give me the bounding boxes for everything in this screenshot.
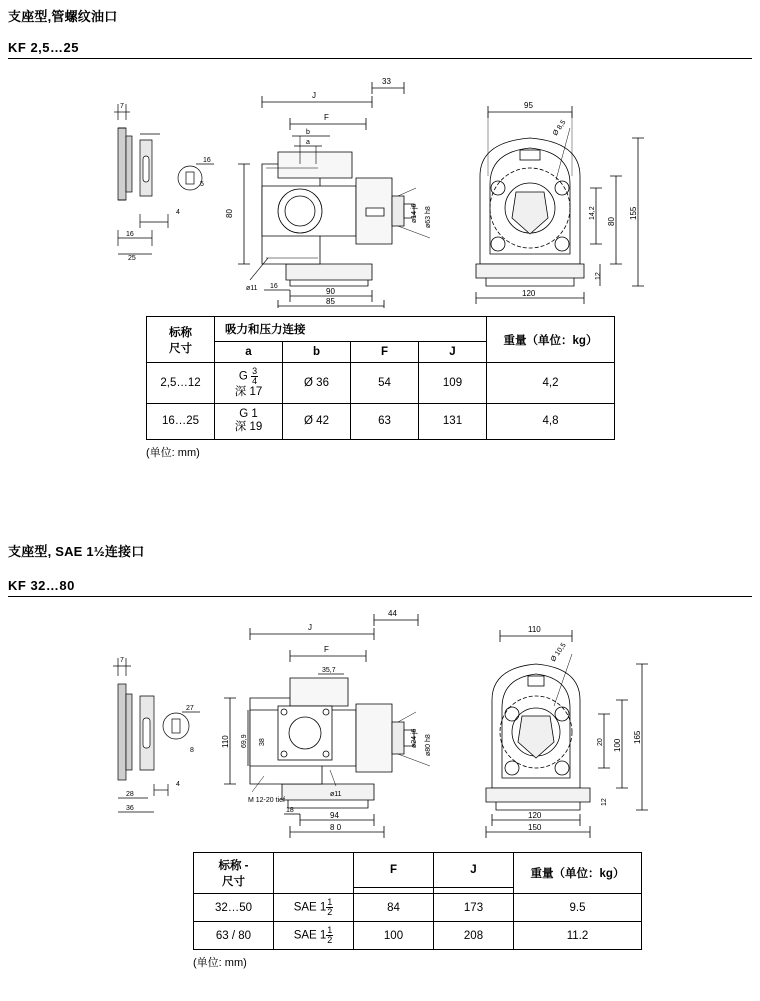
- svg-text:b: b: [306, 129, 310, 136]
- cell-a-thread: G: [238, 370, 248, 383]
- svg-text:J: J: [308, 623, 312, 632]
- cell-nominal: 63 / 80: [194, 922, 274, 950]
- technical-drawing-kf2-25: [0, 68, 760, 308]
- svg-text:35,7: 35,7: [322, 667, 336, 674]
- subheader-j: J: [419, 342, 487, 363]
- divider: [8, 596, 752, 597]
- header-suction-pressure: 吸力和压力连接: [215, 317, 487, 342]
- svg-text:4: 4: [176, 209, 180, 216]
- cell-j: 131: [419, 404, 487, 439]
- spec-table-2: [193, 852, 642, 950]
- svg-text:95: 95: [524, 101, 533, 110]
- svg-text:80: 80: [225, 209, 234, 218]
- svg-text:8 0: 8 0: [330, 823, 342, 832]
- cell-weight: 11.2: [514, 922, 642, 950]
- technical-drawing-kf32-80: [0, 606, 760, 841]
- svg-text:110: 110: [221, 735, 230, 748]
- svg-text:28: 28: [126, 791, 134, 798]
- svg-text:7: 7: [120, 103, 124, 110]
- section-1-header: [8, 6, 752, 25]
- cell-b: Ø 42: [283, 404, 351, 439]
- cell-f: 84: [354, 894, 434, 922]
- svg-text:69,9: 69,9: [241, 734, 248, 748]
- svg-text:8: 8: [190, 747, 194, 754]
- section-1-title: 支座型,管螺纹油口: [8, 9, 118, 24]
- header-nominal-line2: 尺寸: [169, 342, 192, 355]
- cell-sae-fraction: $\frac{1}{2}$: [327, 925, 333, 945]
- cell-j: 173: [434, 894, 514, 922]
- svg-text:16: 16: [126, 231, 134, 238]
- cell-a-depth: 深 19: [234, 421, 263, 434]
- section-1-model: KF 2,5…25: [8, 40, 79, 55]
- svg-text:14,2: 14,2: [589, 206, 596, 220]
- cell-j: 208: [434, 922, 514, 950]
- spec-table-1: [146, 316, 615, 440]
- cell-a: [215, 404, 283, 439]
- svg-text:155: 155: [629, 206, 638, 220]
- svg-text:16: 16: [270, 283, 278, 290]
- svg-text:7: 7: [120, 657, 124, 664]
- cell-a-thread: G 1: [239, 408, 258, 421]
- spec-table-1-wrap: [146, 316, 615, 460]
- cell-f: 63: [351, 404, 419, 439]
- section-2-model-block: [8, 578, 752, 597]
- cell-nominal: 2,5…12: [147, 363, 215, 404]
- svg-text:12: 12: [601, 798, 608, 806]
- table-row: [194, 894, 642, 922]
- svg-text:F: F: [324, 645, 329, 654]
- section-2-model: KF 32…80: [8, 578, 75, 593]
- svg-text:44: 44: [388, 609, 397, 618]
- cell-sae: SAE 1 $\frac{1}{2}$: [274, 922, 354, 950]
- svg-text:33: 33: [382, 77, 391, 86]
- section-1-model-block: [8, 40, 752, 59]
- table-header-row: [147, 317, 615, 342]
- header-blank: [274, 853, 354, 894]
- cell-a-fraction: $\frac{3}{4}$: [252, 366, 258, 386]
- header-weight: 重量（单位：kg）: [514, 853, 642, 894]
- svg-text:20: 20: [597, 738, 604, 746]
- svg-text:ø80 h8: ø80 h8: [425, 734, 432, 756]
- cell-nominal: 16…25: [147, 404, 215, 439]
- svg-text:90: 90: [326, 287, 335, 296]
- svg-text:Ø 10,5: Ø 10,5: [549, 641, 568, 664]
- cell-f: 54: [351, 363, 419, 404]
- header-nominal-line1: 标称: [169, 326, 192, 339]
- svg-text:J: J: [312, 91, 316, 100]
- cell-a: [215, 363, 283, 404]
- header-nominal-line2: 尺寸: [222, 876, 245, 888]
- divider: [8, 58, 752, 59]
- section-2-header: [8, 541, 752, 560]
- cell-b: Ø 36: [283, 363, 351, 404]
- svg-text:ø11: ø11: [330, 791, 342, 798]
- svg-text:150: 150: [528, 823, 542, 832]
- cell-weight: 4,2: [487, 363, 615, 404]
- svg-text:27: 27: [186, 705, 194, 712]
- cell-j: 109: [419, 363, 487, 404]
- svg-text:a: a: [306, 139, 310, 146]
- svg-text:85: 85: [326, 297, 335, 306]
- svg-text:38: 38: [259, 738, 266, 746]
- svg-text:ø11: ø11: [246, 285, 258, 292]
- svg-text:94: 94: [330, 811, 339, 820]
- table-header-row: [194, 853, 642, 888]
- section-2-title: 支座型, SAE 1½连接口: [8, 544, 145, 559]
- cell-weight: 4,8: [487, 404, 615, 439]
- table-row: [194, 922, 642, 950]
- header-nominal-line1: 标称 -: [218, 860, 249, 872]
- table-row: [147, 363, 615, 404]
- subheader-j: J: [434, 853, 514, 888]
- svg-text:110: 110: [528, 625, 541, 634]
- cell-nominal: 32…50: [194, 894, 274, 922]
- svg-text:M 12-20 tief: M 12-20 tief: [248, 797, 285, 804]
- svg-text:165: 165: [633, 730, 642, 744]
- cell-f: 100: [354, 922, 434, 950]
- svg-text:80: 80: [607, 217, 616, 226]
- svg-text:16: 16: [203, 157, 211, 164]
- cell-a-depth: 深 17: [234, 386, 263, 398]
- unit-note: (单位: mm): [193, 957, 247, 969]
- svg-text:100: 100: [613, 738, 622, 752]
- unit-note: (单位: mm): [146, 446, 200, 459]
- subheader-f: F: [351, 342, 419, 363]
- svg-text:Ø 8,5: Ø 8,5: [551, 119, 568, 138]
- svg-text:36: 36: [126, 805, 134, 812]
- svg-text:4: 4: [176, 781, 180, 788]
- svg-text:120: 120: [522, 289, 536, 298]
- subheader-f: F: [354, 853, 434, 888]
- subheader-b: b: [283, 342, 351, 363]
- spec-table-2-wrap: [193, 852, 642, 970]
- svg-text:25: 25: [128, 255, 136, 262]
- subheader-a: a: [215, 342, 283, 363]
- cell-weight: 9.5: [514, 894, 642, 922]
- svg-text:ø14 j6: ø14 j6: [411, 203, 418, 223]
- svg-text:ø63 h8: ø63 h8: [425, 206, 432, 228]
- svg-text:F: F: [324, 113, 329, 122]
- cell-sae: SAE 1 $\frac{1}{2}$: [274, 894, 354, 922]
- svg-text:5: 5: [200, 181, 204, 188]
- table-row: [147, 404, 615, 439]
- header-weight: 重量（单位：kg）: [487, 317, 615, 363]
- svg-text:120: 120: [528, 811, 542, 820]
- cell-sae-fraction: $\frac{1}{2}$: [327, 897, 333, 917]
- svg-text:ø24 j6: ø24 j6: [411, 728, 418, 748]
- svg-text:12: 12: [595, 272, 602, 280]
- svg-text:18: 18: [286, 807, 294, 814]
